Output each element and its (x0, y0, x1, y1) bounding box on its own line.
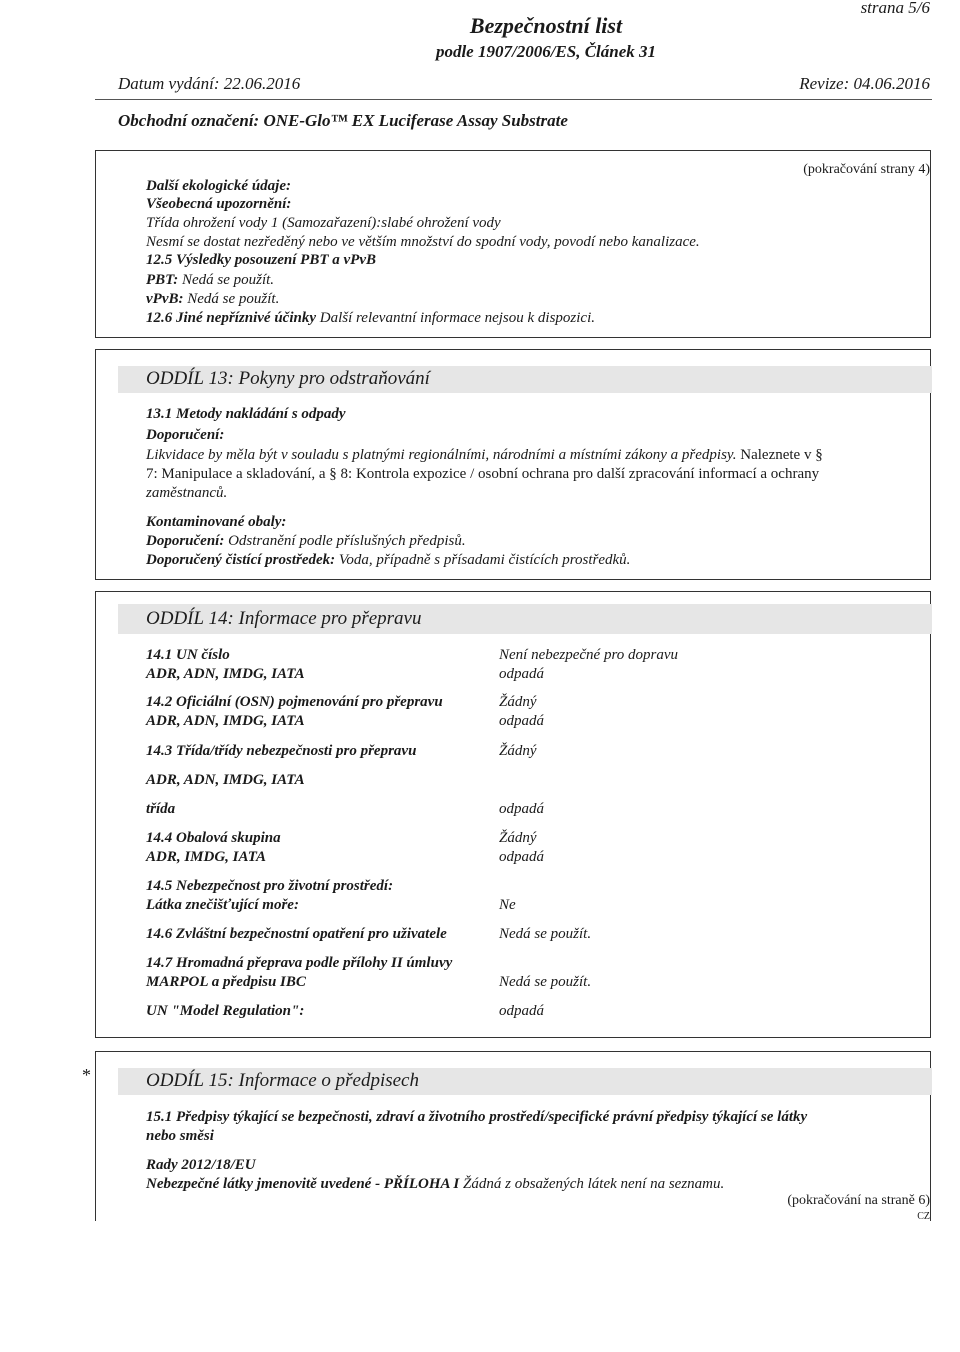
disposal-text-2b: 8: Kontrola expozice / osobní ochrana pro další zpracování informací a ochrany (340, 466, 820, 482)
directive-label: Rady 2012/18/EU (146, 1157, 256, 1173)
cont-recommendation-value: Odstranění podle příslušných předpisů. (228, 533, 466, 549)
vpvb-label: vPvB: (146, 291, 184, 307)
disposal-see-text: Naleznete v (740, 447, 812, 463)
cleaning-row (146, 552, 630, 569)
change-marker: * (82, 1065, 91, 1085)
disposal-line-3: zaměstnanců. (146, 485, 228, 501)
transport-value: Nedá se použít. (499, 926, 592, 942)
disposal-text-2: 7: Manipulace a skladování, a (146, 466, 326, 482)
transport-value: odpadá (499, 1003, 544, 1019)
revision-date: Revize: 04.06.2016 (799, 74, 930, 93)
section-sign-1: § (815, 447, 823, 463)
transport-label: ADR, ADN, IMDG, IATA (146, 666, 305, 682)
drain-warning-text: Nesmí se dostat nezředěný nebo ve větším množství do spodní vody, povodí nebo kanalizace. (146, 234, 700, 250)
section-13-title: ODDÍL 13: Pokyny pro odstraňování (146, 368, 430, 389)
cleaning-label: Doporučený čistící prostředek: (146, 552, 336, 568)
document-title: Bezpečnostní list (469, 13, 623, 38)
transport-label: ADR, IMDG, IATA (146, 849, 267, 865)
page-number: strana 5/6 (860, 0, 930, 17)
transport-label: MARPOL a předpisu IBC (146, 974, 306, 990)
transport-label: ADR, ADN, IMDG, IATA (146, 772, 305, 788)
transport-value: Žádný (499, 830, 537, 846)
transport-label: 14.2 Oficiální (OSN) pojmenování pro přepravu (146, 694, 443, 710)
disposal-text-1: Likvidace by měla být v souladu s platnými regionálními, národními a místními zákony a předpisy. (146, 447, 737, 463)
pbt-heading: 12.5 Výsledky posouzení PBT a vPvB (146, 252, 376, 268)
cont-recommendation-label: Doporučení: (146, 533, 225, 549)
continuation-note-bottom: (pokračování na straně 6) (787, 1193, 930, 1208)
regs-heading-line-2: nebo směsi (146, 1128, 214, 1144)
disposal-line-1 (146, 447, 823, 464)
transport-label: 14.7 Hromadná přeprava podle přílohy II úmluvy (146, 955, 453, 971)
section-sign-2: § (329, 466, 337, 482)
general-notes-heading: Všeobecná upozornění: (146, 196, 292, 212)
transport-label: 14.1 UN číslo (146, 647, 230, 663)
transport-value: odpadá (499, 666, 544, 682)
section-15-titlebar (118, 1068, 932, 1095)
waste-methods-heading: 13.1 Metody nakládání s odpady (146, 406, 346, 422)
water-hazard-text: Třída ohrožení vody 1 (Samozařazení):slabé ohrožení vody (146, 215, 501, 231)
transport-label: UN "Model Regulation": (146, 1003, 305, 1019)
trade-name: Obchodní označení: ONE-Glo™ EX Luciferase Assay Substrate (118, 111, 568, 130)
transport-value: Není nebezpečné pro dopravu (499, 647, 678, 663)
section-14-titlebar (118, 604, 932, 634)
section-14-title: ODDÍL 14: Informace pro přepravu (146, 608, 422, 629)
disposal-line-2 (146, 466, 819, 483)
recommendation-label: Doporučení: (146, 427, 225, 443)
transport-value: odpadá (499, 713, 544, 729)
transport-label: 14.4 Obalová skupina (146, 830, 281, 846)
cont-recommendation-row (146, 533, 466, 550)
language-code: CZ (917, 1211, 930, 1222)
transport-value: Žádný (499, 694, 537, 710)
pbt-value: Nedá se použít. (181, 272, 275, 288)
pbt-row (146, 272, 274, 289)
transport-label: 14.3 Třída/třídy nebezpečnosti pro přepravu (146, 743, 417, 759)
transport-label: 14.5 Nebezpečnost pro životní prostředí: (146, 878, 394, 894)
other-effects-label: 12.6 Jiné nepříznivé účinky (146, 310, 317, 326)
transport-value: Žádný (499, 743, 537, 759)
contaminated-heading: Kontaminované obaly: (146, 514, 287, 530)
annex-label: Nebezpečné látky jmenovitě uvedené - PŘÍLOHA I (146, 1176, 460, 1192)
regs-heading-line-1: 15.1 Předpisy týkající se bezpečnosti, zdraví a životního prostředí/specifické právní předpisy týkající se látky (146, 1109, 808, 1125)
transport-label: třída (146, 801, 176, 817)
document-subtitle: podle 1907/2006/ES, Článek 31 (435, 42, 657, 61)
transport-value: odpadá (499, 849, 544, 865)
other-effects-value: Další relevantní informace nejsou k dispozici. (319, 310, 596, 326)
annex-row (146, 1176, 724, 1193)
transport-label: 14.6 Zvláštní bezpečnostní opatření pro uživatele (146, 926, 447, 942)
transport-value: odpadá (499, 801, 544, 817)
transport-value: Nedá se použít. (499, 974, 592, 990)
issue-date: Datum vydání: 22.06.2016 (118, 74, 301, 93)
annex-value: Žádná z obsažených látek není na seznamu. (463, 1176, 725, 1192)
pbt-label: PBT: (146, 272, 179, 288)
transport-value: Ne (499, 897, 516, 913)
header-divider (95, 99, 932, 100)
section-15-title: ODDÍL 15: Informace o předpisech (146, 1070, 419, 1091)
cleaning-value: Voda, případně s přísadami čistících prostředků. (338, 552, 631, 568)
continuation-note-top: (pokračování strany 4) (803, 162, 930, 177)
section-13-titlebar (118, 366, 932, 393)
vpvb-value: Nedá se použít. (187, 291, 280, 307)
vpvb-row (146, 291, 279, 308)
transport-label: Látka znečišťující moře: (146, 897, 299, 913)
other-effects-row (146, 310, 595, 327)
further-eco-heading: Další ekologické údaje: (146, 178, 291, 194)
transport-label: ADR, ADN, IMDG, IATA (146, 713, 305, 729)
